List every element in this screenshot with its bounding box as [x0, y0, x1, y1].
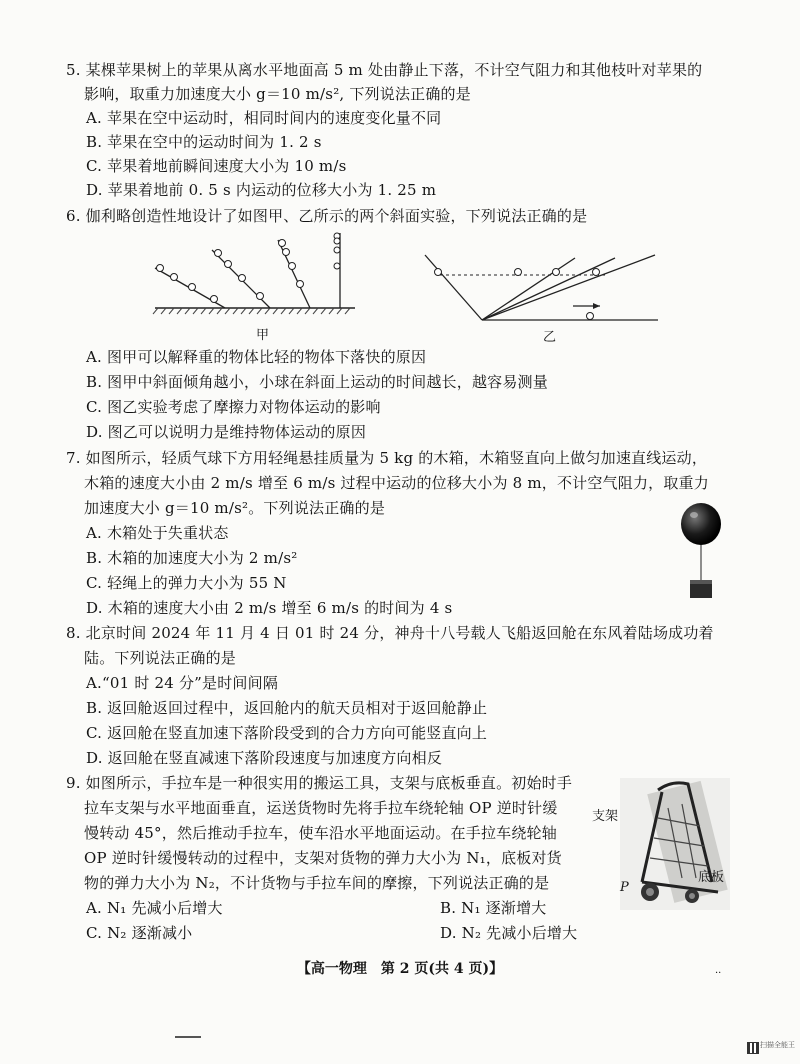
q7-option-d: D. 木箱的速度大小由 2 m/s 增至 6 m/s 的时间为 4 s — [86, 599, 453, 617]
q9-stem-line-2: 拉车支架与水平地面垂直，运送货物时先将手拉车绕轮轴 OP 逆时针缓 — [84, 799, 558, 817]
q9-option-a: A. N₁ 先减小后增大 — [86, 899, 223, 917]
q8-option-b: B. 返回舱返回过程中，返回舱内的航天员相对于返回舱静止 — [86, 699, 488, 717]
page-footer: 【高一物理 第 2 页(共 4 页)】 — [296, 961, 504, 977]
q8-stem-line-2: 陆。下列说法正确的是 — [84, 649, 237, 667]
stray-line — [175, 1036, 201, 1038]
qr-icon — [747, 1042, 759, 1054]
q6-stem: 6. 伽利略创造性地设计了如图甲、乙所示的两个斜面实验，下列说法正确的是 — [66, 207, 588, 225]
q8-stem-line-1: 8. 北京时间 2024 年 11 月 4 日 01 时 24 分，神舟十八号载人飞船返回舱在东风着陆场成功着 — [66, 624, 714, 642]
axle-point-label: P — [620, 880, 629, 895]
stray-mark: ·· — [715, 968, 722, 979]
q9-stem-line-1: 9. 如图所示，手拉车是一种很实用的搬运工具，支架与底板垂直。初始时手 — [66, 774, 573, 792]
q7-stem-line-1: 7. 如图所示，轻质气球下方用轻绳悬挂质量为 5 kg 的木箱，木箱竖直向上做匀加速直线运动， — [66, 449, 708, 467]
q9-option-c: C. N₂ 逐渐减小 — [86, 924, 193, 942]
q7-stem-line-2: 木箱的速度大小由 2 m/s 增至 6 m/s 过程中运动的位移大小为 8 m，不计空气阻力，取重力 — [84, 474, 709, 492]
q7-option-c: C. 轻绳上的弹力大小为 55 N — [86, 574, 287, 592]
q5-option-b: B. 苹果在空中的运动时间为 1. 2 s — [86, 133, 322, 151]
q7-option-b: B. 木箱的加速度大小为 2 m/s² — [86, 549, 298, 567]
q9-stem-line-4: OP 逆时针缓慢转动的过程中，支架对货物的弹力大小为 N₁，底板对货 — [84, 849, 562, 867]
q9-option-d: D. N₂ 先减小后增大 — [440, 924, 578, 942]
q6-option-d: D. 图乙可以说明力是维持物体运动的原因 — [86, 423, 367, 441]
q6-option-a: A. 图甲可以解释重的物体比轻的物体下落快的原因 — [86, 348, 427, 366]
inclined-planes-figure-b — [420, 250, 660, 330]
hand-truck-figure — [620, 778, 730, 910]
q9-stem-line-3: 慢转动 45°，然后推动手拉车，使车沿水平地面运动。在手拉车绕轮轴 — [84, 824, 557, 842]
scanner-watermark: 扫描全能王 — [760, 1041, 795, 1049]
q7-stem-line-3: 加速度大小 g＝10 m/s²。下列说法正确的是 — [84, 499, 386, 517]
q5-option-d: D. 苹果着地前 0. 5 s 内运动的位移大小为 1. 25 m — [86, 181, 437, 199]
q8-option-c: C. 返回舱在竖直加速下落阶段受到的合力方向可能竖直向上 — [86, 724, 488, 742]
balloon-box-figure — [676, 500, 726, 605]
inclined-planes-figure-a — [150, 228, 360, 328]
q5-stem-line-1: 5. 某棵苹果树上的苹果从离水平地面高 5 m 处由静止下落，不计空气阻力和其他枝叶对苹果的 — [66, 61, 703, 79]
q5-option-a: A. 苹果在空中运动时，相同时间内的速度变化量不同 — [86, 109, 442, 127]
q8-option-d: D. 返回舱在竖直减速下落阶段速度与加速度方向相反 — [86, 749, 443, 767]
q7-option-a: A. 木箱处于失重状态 — [86, 524, 229, 542]
q5-stem-line-2: 影响，取重力加速度大小 g＝10 m/s², 下列说法正确的是 — [84, 85, 471, 103]
q5-option-c: C. 苹果着地前瞬间速度大小为 10 m/s — [86, 157, 347, 175]
figure-b-label: 乙 — [543, 330, 557, 345]
q6-option-c: C. 图乙实验考虑了摩擦力对物体运动的影响 — [86, 398, 381, 416]
q9-option-b: B. N₁ 逐渐增大 — [440, 899, 547, 917]
q9-stem-line-5: 物的弹力大小为 N₂，不计货物与手拉车间的摩擦，下列说法正确的是 — [84, 874, 550, 892]
base-plate-label: 底板 — [698, 870, 725, 885]
figure-a-label: 甲 — [256, 328, 270, 343]
support-label: 支架 — [592, 809, 619, 824]
q8-option-a: A.“01 时 24 分”是时间间隔 — [86, 674, 279, 692]
q6-option-b: B. 图甲中斜面倾角越小，小球在斜面上运动的时间越长，越容易测量 — [86, 373, 548, 391]
